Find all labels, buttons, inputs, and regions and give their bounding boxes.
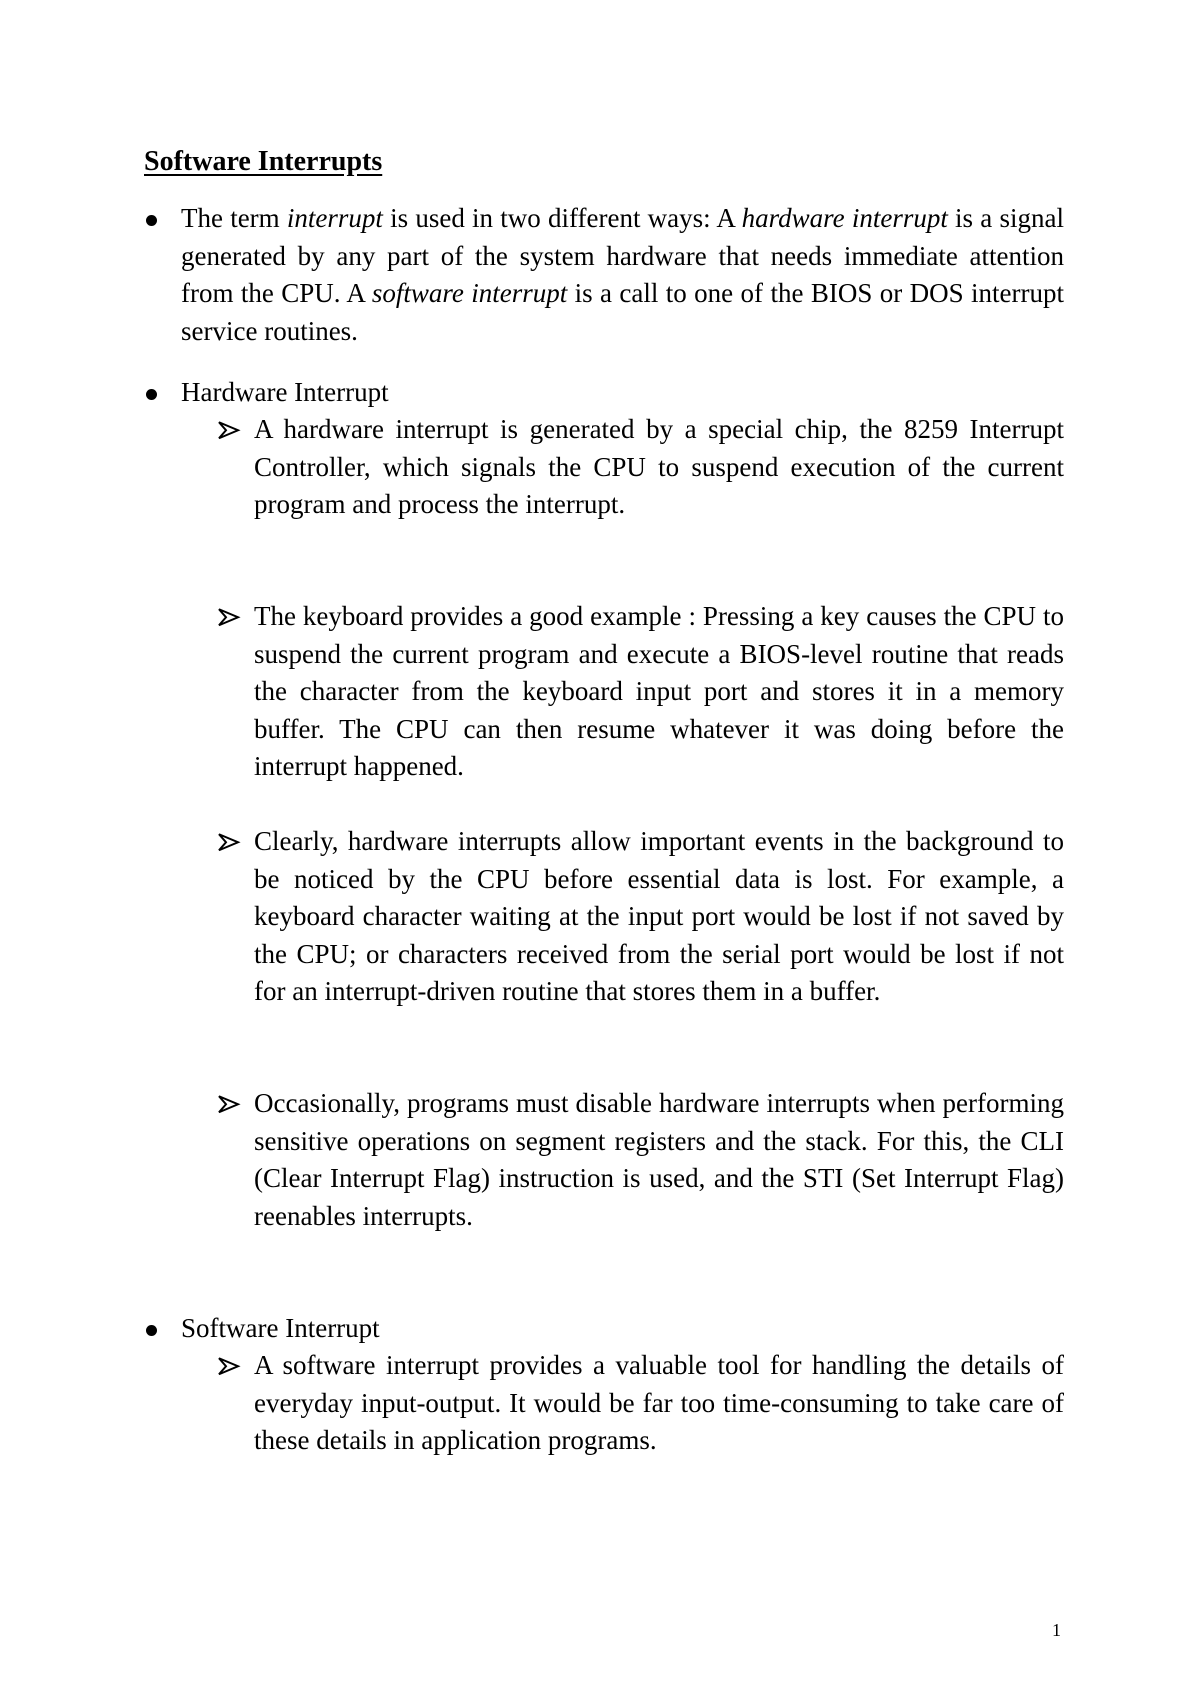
intro-bullet [144, 200, 1064, 350]
arrow-bullet-icon [216, 1347, 244, 1385]
intro-text-1: The term [181, 203, 287, 233]
intro-paragraph [144, 200, 1064, 350]
arrow-bullet-icon [216, 411, 244, 449]
hardware-item-1 [216, 411, 1064, 524]
hardware-item-3-text: Clearly, hardware interrupts allow important events in the background to be noticed by the CPU before essential data is lost. For example, a keyboard character waiting at the input port would be lost if not saved by the CPU; or characters received from the serial port would be lost if not for an interrupt-driven routine that stores them in a buffer. [254, 826, 1064, 1006]
bullet-dot-icon [146, 389, 157, 400]
hardware-item-4-text: Occasionally, programs must disable hardware interrupts when performing sensitive operations on segment registers and the stack. For this, the CLI (Clear Interrupt Flag) instruction is used, and the STI (Set Interrupt Flag) reenables interrupts. [254, 1088, 1064, 1231]
hardware-item-1-row [216, 411, 1064, 524]
intro-text-4: is a call to one of the BIOS or DOS interrupt service routines. [181, 278, 1064, 346]
hardware-item-4 [216, 1085, 1064, 1235]
bullet-dot-icon [146, 1325, 157, 1336]
arrow-bullet-icon [216, 598, 244, 636]
hardware-heading-row [144, 374, 1064, 412]
bullet-dot-icon [146, 215, 157, 226]
hardware-bullet [144, 374, 1064, 412]
page-title: Software Interrupts [144, 146, 383, 177]
hardware-item-2-row [216, 598, 1064, 786]
software-item-1-text: A software interrupt provides a valuable tool for handling the details of everyday input-output. It would be far too time-consuming to take care of these details in application programs. [254, 1350, 1064, 1455]
intro-italic-software-interrupt: software interrupt [371, 278, 568, 308]
software-item-1-row [216, 1347, 1064, 1460]
intro-italic-hardware-interrupt: hardware interrupt [741, 203, 948, 233]
page-number: 1 [1052, 1620, 1061, 1640]
software-bullet [144, 1310, 1064, 1348]
hardware-heading: Hardware Interrupt [181, 377, 389, 407]
hardware-item-2 [216, 598, 1064, 786]
hardware-item-4-row [216, 1085, 1064, 1235]
software-item-1 [216, 1347, 1064, 1460]
arrow-bullet-icon [216, 823, 244, 861]
hardware-item-3-row [216, 823, 1064, 1011]
intro-italic-interrupt: interrupt [286, 203, 383, 233]
intro-text-3: is a signal generated by any part of the system hardware that needs immediate attention from the CPU. A [181, 203, 1064, 308]
intro-text-2: is used in two different ways: A [382, 203, 742, 233]
software-heading: Software Interrupt [181, 1313, 380, 1343]
arrow-bullet-icon [216, 1085, 244, 1123]
software-heading-row [144, 1310, 1064, 1348]
hardware-item-1-text: A hardware interrupt is generated by a special chip, the 8259 Interrupt Controller, which signals the CPU to suspend execution of the current program and process the interrupt. [254, 414, 1064, 519]
hardware-item-3 [216, 823, 1064, 1011]
hardware-item-2-text: The keyboard provides a good example : Pressing a key causes the CPU to suspend the current program and execute a BIOS-level routine that reads the character from the keyboard input port and stores it in a memory buffer. The CPU can then resume whatever it was doing before the interrupt happened. [254, 601, 1064, 781]
